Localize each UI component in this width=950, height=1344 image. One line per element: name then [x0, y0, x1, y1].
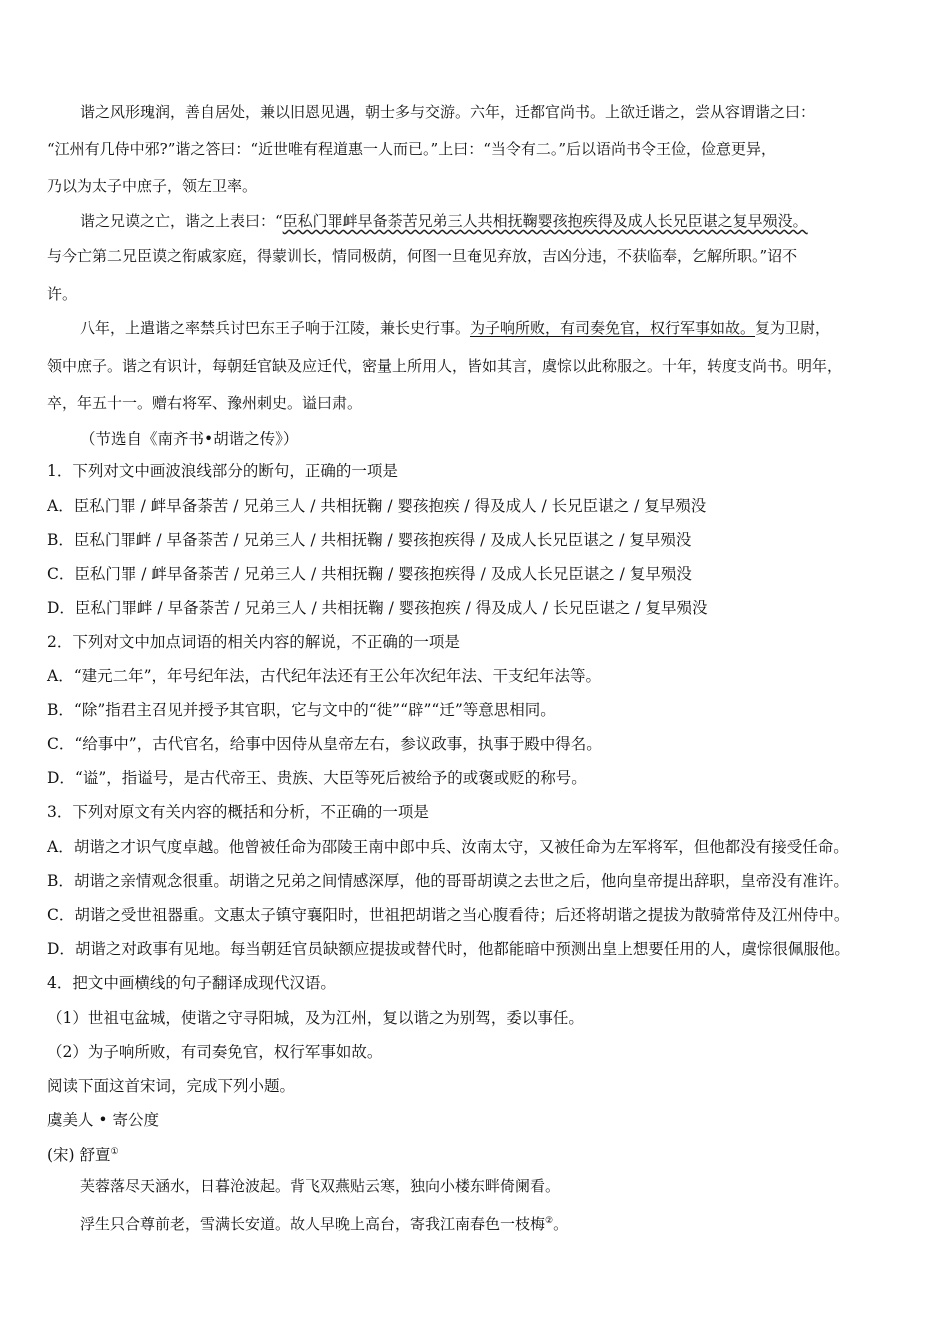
question-2-option-a: A．“建元二年”，年号纪年法，古代纪年法还有王公年次纪年法、干支纪年法等。	[47, 667, 602, 685]
question-1-option-d: D．臣私门罪衅 / 早备荼苦 / 兄弟三人 / 共相抚鞠 / 婴孩抱疾 / 得及成人 / 长兄臣谌之 / 复早殒没	[47, 599, 708, 617]
poem-title: 虞美人 • 寄公度	[47, 1111, 159, 1129]
question-1-option-b: B．臣私门罪衅 / 早备荼苦 / 兄弟三人 / 共相抚鞠 / 婴孩抱疾得 / 及成人长兄臣谌之 / 复早殒没	[47, 531, 692, 549]
question-3-option-b: B．胡谐之亲情观念很重。胡谐之兄弟之间情感深厚，他的哥哥胡谟之去世之后，他向皇帝提出辞职，皇帝没有准许。	[47, 872, 849, 890]
footnote-marker-1: ①	[110, 1147, 119, 1157]
passage-p3-tail: 复为卫尉，	[755, 319, 831, 337]
poem-author	[47, 1141, 907, 1166]
passage-p3-intro: 八年，上遣谐之率禁兵讨巴东王子响于江陵，兼长史行事。	[80, 319, 471, 337]
question-4-stem: 4．把文中画横线的句子翻译成现代汉语。	[47, 974, 336, 992]
question-2-option-c: C．“给事中”，古代官名，给事中因侍从皇帝左右，参议政事，执事于殿中得名。	[47, 735, 602, 753]
passage-p2-intro: 谐之兄谟之亡，谐之上表曰：“	[80, 212, 283, 230]
question-2-option-d: D．“谥”，指谥号，是古代帝王、贵族、大臣等死后被给予的或褒或贬的称号。	[47, 769, 587, 787]
question-2-option-b: B．“除”指君主召见并授予其官职，它与文中的“徙”“辟”“迁”等意思相同。	[47, 701, 556, 719]
footnote-marker-2: ②	[545, 1216, 554, 1226]
poem-line-1: 芙蓉落尽天涵水，日暮沧波起。背飞双燕贴云寒，独向小楼东畔倚阑看。	[80, 1177, 561, 1195]
passage-p1-line2: “江州有几侍中邪?”谐之答曰：“近世唯有程道惠一人而已。”上曰：“当令有二。”后以语尚书令王俭，俭意更异，	[47, 140, 777, 158]
question-1-stem: 1．下列对文中画波浪线部分的断句，正确的一项是	[47, 462, 398, 480]
question-2-stem: 2．下列对文中加点词语的相关内容的解说，不正确的一项是	[47, 633, 460, 651]
passage-p2-line3: 许。	[47, 285, 78, 303]
passage-source: （节选自《南齐书•胡谐之传》）	[80, 430, 299, 448]
passage-p3-line3: 卒，年五十一。赠右将军、豫州刺史。谥曰肃。	[47, 394, 363, 412]
question-1-option-c: C．臣私门罪 / 衅早备荼苦 / 兄弟三人 / 共相抚鞠 / 婴孩抱疾得 / 及成人长兄臣谌之 / 复早殒没	[47, 565, 692, 583]
wavy-underlined-sentence: 臣私门罪衅早备荼苦兄弟三人共相抚鞠婴孩抱疾得及成人长兄臣谌之复早殒没。	[282, 212, 808, 230]
passage-p1-line1: 谐之风形瑰润，善自居处，兼以旧恩见遇，朝士多与交游。六年，迁都官尚书。上欲迁谐之，尝从容谓谐之曰：	[80, 103, 816, 121]
poem-line-2-text: 浮生只合尊前老，雪满长安道。故人早晚上高台，寄我江南春色一枝梅	[80, 1215, 546, 1233]
poem-line-2	[80, 1210, 907, 1235]
question-3-option-c: C．胡谐之受世祖器重。文惠太子镇守襄阳时，世祖把胡谐之当心腹看待；后还将胡谐之提拔为散骑常侍及江州侍中。	[47, 906, 850, 924]
passage-p3-line2: 领中庶子。谐之有识计，每朝廷官缺及应迁代，密量上所用人，皆如其言，虞悰以此称服之。十年，转度支尚书。明年，	[47, 357, 843, 375]
poem-author-name: (宋) 舒亶	[47, 1146, 111, 1165]
passage-p1-line3: 乃以为太子中庶子，领左卫率。	[47, 177, 258, 195]
question-4-sentence-1: （1）世祖屯盆城，使谐之守寻阳城，及为江州，复以谐之为别驾，委以事任。	[47, 1009, 584, 1027]
passage-p2-line1	[80, 210, 907, 232]
passage-p3-line1	[80, 317, 907, 339]
question-1-option-a: A．臣私门罪 / 衅早备荼苦 / 兄弟三人 / 共相抚鞠 / 婴孩抱疾 / 得及成人 / 长兄臣谌之 / 复早殒没	[47, 497, 707, 515]
poem-line-2-end: 。	[553, 1215, 569, 1233]
poem-intro: 阅读下面这首宋词，完成下列小题。	[47, 1077, 296, 1095]
question-3-option-a: A．胡谐之才识气度卓越。他曾被任命为邵陵王南中郎中兵、汝南太守，又被任命为左军将军，但他都没有接受任命。	[47, 838, 849, 856]
question-4-sentence-2: （2）为子响所败，有司奏免官，权行军事如故。	[47, 1043, 383, 1061]
question-3-option-d: D．胡谐之对政事有见地。每当朝廷官员缺额应提拔或替代时，他都能暗中预测出皇上想要任用的人，虞悰很佩服他。	[47, 940, 850, 958]
underlined-sentence: 为子响所败，有司奏免官，权行军事如故。	[470, 319, 756, 337]
passage-p2-line2: 与今亡第二兄臣谟之衔戚家庭，得蒙训长，情同极荫，何图一旦奄见弃放，吉凶分违，不获临奉，乞解所职。”诏不	[47, 247, 798, 265]
question-3-stem: 3．下列对原文有关内容的概括和分析，不正确的一项是	[47, 803, 429, 821]
